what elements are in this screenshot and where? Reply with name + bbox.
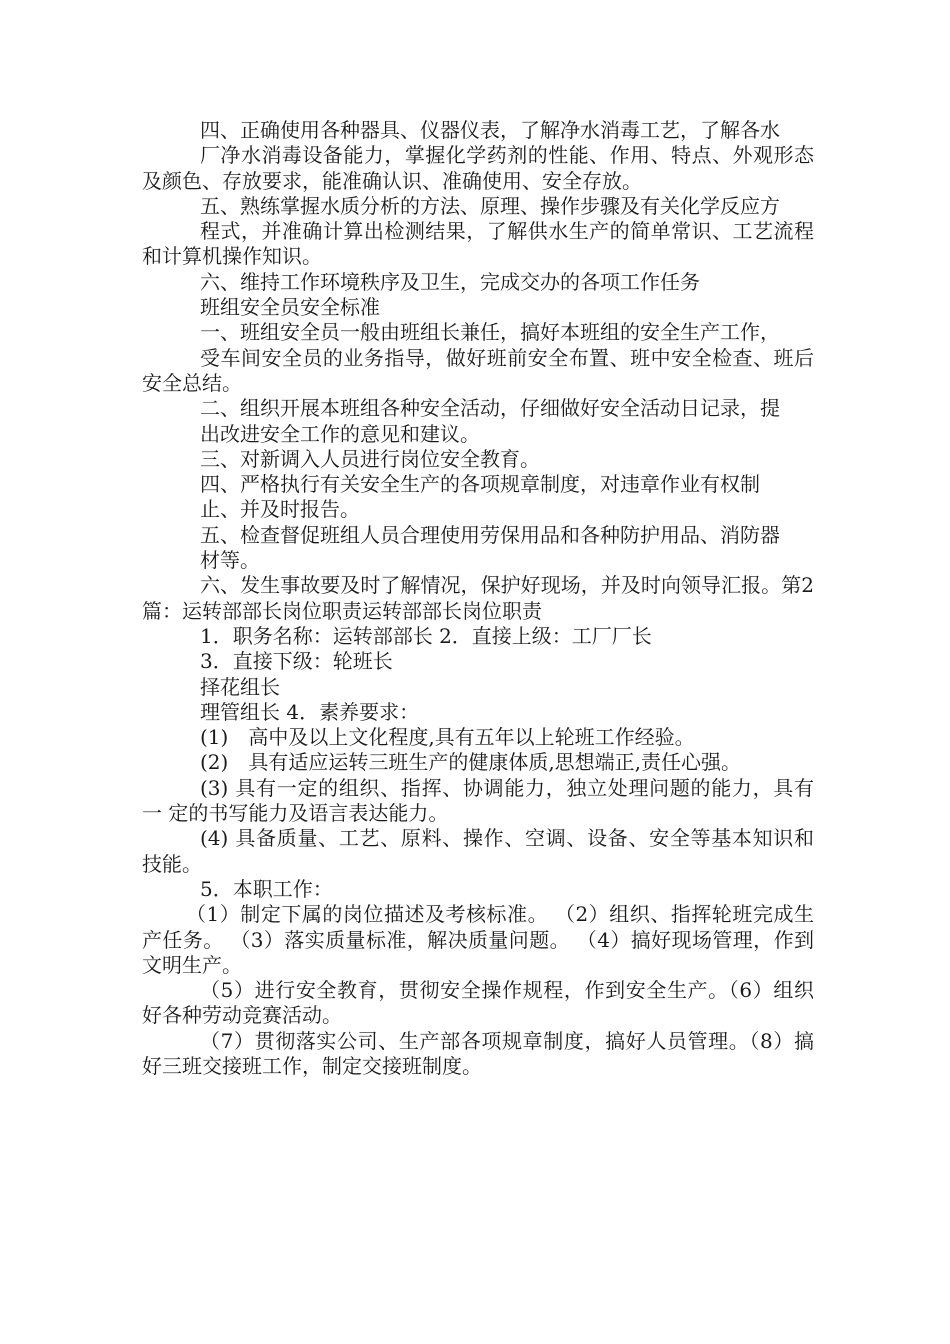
paragraph: 五、熟练掌握水质分析的方法、原理、操作步骤及有关化学反应方 [200, 193, 780, 218]
paragraph: 二、组织开展本班组各种安全活动，仔细做好安全活动日记录，提 [200, 396, 780, 421]
paragraph: 程式，并准确计算出检测结果，了解供水生产的简单常识、工艺流程和计算机操作知识。 [142, 219, 814, 269]
paragraph: 五、检查督促班组人员合理使用劳保用品和各种防护用品、消防器 [200, 522, 780, 547]
list-item: （1）制定下属的岗位描述及考核标准。 （2）组织、指挥轮班完成生产任务。 （3）落实质量标准，解决质量问题。 （4）搞好现场管理，作到文明生产。 [142, 902, 814, 977]
paragraph: 四、正确使用各种器具、仪器仪表，了解净水消毒工艺，了解各水 [200, 118, 780, 142]
paragraph: 择花组长 [200, 674, 280, 699]
list-item: (3) 具有一定的组织、指挥、协调能力，独立处理问题的能力，具有一 定的书写能力及语言表达能力。 [142, 775, 814, 826]
paragraph: 厂净水消毒设备能力，掌握化学药剂的性能、作用、特点、外观形态及颜色、存放要求，能准确认识、准确使用、安全存放。 [142, 143, 814, 193]
paragraph: 3．直接下级：轮班长 [200, 649, 393, 674]
document-body [142, 118, 814, 1079]
list-item: （7）贯彻落实公司、生产部各项规章制度，搞好人员管理。（8）搞好三班交接班工作，制定交接班制度。 [142, 1028, 814, 1078]
paragraph: 止、并及时报告。 [200, 497, 360, 522]
list-item: (1) 高中及以上文化程度,具有五年以上轮班工作经验。 [200, 725, 695, 750]
paragraph: 三、对新调入人员进行岗位安全教育。 [200, 446, 540, 471]
list-item: (4) 具备质量、工艺、原料、操作、空调、设备、安全等基本知识和技能。 [142, 826, 814, 876]
paragraph: 一、班组安全员一般由班组长兼任，搞好本班组的安全生产工作， [200, 320, 780, 345]
paragraph: 出改进安全工作的意见和建议。 [200, 421, 480, 446]
section-heading: 班组安全员安全标准 [200, 295, 380, 320]
paragraph: 六、维持工作环境秩序及卫生，完成交办的各项工作任务 [200, 269, 700, 294]
paragraph: 受车间安全员的业务指导，做好班前安全布置、班中安全检查、班后安全总结。 [142, 345, 814, 395]
list-item: （5）进行安全教育，贯彻安全操作规程，作到安全生产。（6）组织好各种劳动竞赛活动。 [142, 978, 814, 1028]
list-item: (2) 具有适应运转三班生产的健康体质,思想端正,责任心强。 [200, 750, 742, 775]
paragraph: 1．职务名称：运转部部长 2．直接上级：工厂厂长 [200, 623, 652, 648]
paragraph: 四、严格执行有关安全生产的各项规章制度，对违章作业有权制 [200, 472, 760, 497]
paragraph: 材等。 [200, 548, 260, 573]
paragraph: 5．本职工作： [200, 876, 333, 901]
paragraph: 六、发生事故要及时了解情况，保护好现场，并及时向领导汇报。第2篇：运转部部长岗位职责运转部部长岗位职责 [142, 573, 814, 623]
paragraph: 理管组长 4．素养要求： [200, 699, 420, 724]
